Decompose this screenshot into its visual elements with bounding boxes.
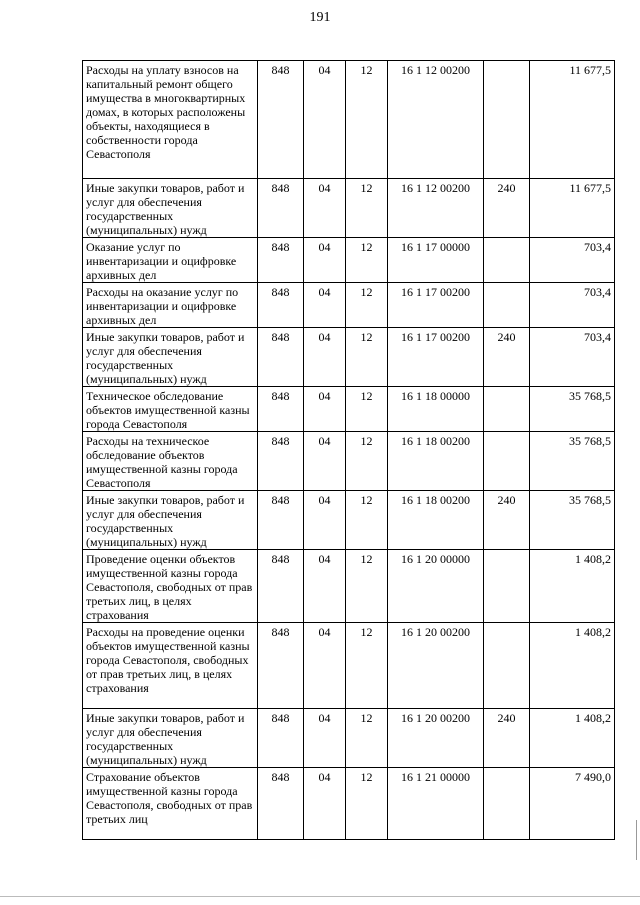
cell-name: Расходы на уплату взносов на капитальный ремонт общего имущества в многоквартирных домах, в которых расположены объекты, находящиеся в собственности города Севастополя (83, 61, 258, 179)
cell-section: 04 (304, 328, 346, 387)
cell-subsection: 12 (346, 623, 388, 709)
cell-target-code: 16 1 20 00200 (388, 709, 484, 768)
cell-ministry: 848 (258, 328, 304, 387)
cell-expense-type: 240 (484, 328, 530, 387)
cell-name: Проведение оценки объектов имущественной казны города Севастополя, свободных от прав третьих лиц, в целях страхования (83, 550, 258, 623)
cell-section: 04 (304, 283, 346, 328)
cell-ministry: 848 (258, 238, 304, 283)
cell-subsection: 12 (346, 432, 388, 491)
cell-section: 04 (304, 623, 346, 709)
cell-ministry: 848 (258, 491, 304, 550)
cell-target-code: 16 1 12 00200 (388, 179, 484, 238)
cell-subsection: 12 (346, 238, 388, 283)
cell-subsection: 12 (346, 768, 388, 840)
cell-amount: 703,4 (530, 328, 615, 387)
cell-amount: 7 490,0 (530, 768, 615, 840)
table-row (83, 623, 615, 709)
table-row (83, 387, 615, 432)
cell-target-code: 16 1 20 00000 (388, 550, 484, 623)
cell-target-code: 16 1 18 00200 (388, 432, 484, 491)
table-row (83, 491, 615, 550)
cell-section: 04 (304, 709, 346, 768)
cell-target-code: 16 1 12 00200 (388, 61, 484, 179)
cell-subsection: 12 (346, 709, 388, 768)
cell-section: 04 (304, 550, 346, 623)
table-row (83, 328, 615, 387)
cell-name: Иные закупки товаров, работ и услуг для обеспечения государственных (муниципальных) нужд (83, 179, 258, 238)
cell-expense-type: 240 (484, 179, 530, 238)
cell-amount: 1 408,2 (530, 623, 615, 709)
cell-target-code: 16 1 18 00200 (388, 491, 484, 550)
cell-expense-type: 240 (484, 491, 530, 550)
cell-ministry: 848 (258, 768, 304, 840)
cell-expense-type (484, 432, 530, 491)
cell-name: Расходы на техническое обследование объектов имущественной казны города Севастополя (83, 432, 258, 491)
cell-amount: 35 768,5 (530, 491, 615, 550)
cell-amount: 703,4 (530, 283, 615, 328)
cell-subsection: 12 (346, 550, 388, 623)
cell-amount: 703,4 (530, 238, 615, 283)
cell-name: Иные закупки товаров, работ и услуг для обеспечения государственных (муниципальных) нужд (83, 709, 258, 768)
cell-section: 04 (304, 491, 346, 550)
cell-name: Страхование объектов имущественной казны города Севастополя, свободных от прав третьих лиц (83, 768, 258, 840)
cell-ministry: 848 (258, 623, 304, 709)
cell-section: 04 (304, 432, 346, 491)
cell-amount: 11 677,5 (530, 61, 615, 179)
cell-target-code: 16 1 21 00000 (388, 768, 484, 840)
table-row (83, 238, 615, 283)
scan-bottom-line (0, 896, 640, 897)
cell-amount: 11 677,5 (530, 179, 615, 238)
cell-target-code: 16 1 17 00200 (388, 328, 484, 387)
cell-name: Расходы на оказание услуг по инвентаризации и оцифровке архивных дел (83, 283, 258, 328)
cell-name: Иные закупки товаров, работ и услуг для обеспечения государственных (муниципальных) нужд (83, 491, 258, 550)
cell-target-code: 16 1 20 00200 (388, 623, 484, 709)
table-row (83, 283, 615, 328)
cell-expense-type (484, 387, 530, 432)
cell-subsection: 12 (346, 387, 388, 432)
cell-expense-type (484, 768, 530, 840)
cell-ministry: 848 (258, 387, 304, 432)
cell-ministry: 848 (258, 432, 304, 491)
cell-section: 04 (304, 179, 346, 238)
cell-section: 04 (304, 387, 346, 432)
cell-expense-type (484, 623, 530, 709)
cell-section: 04 (304, 61, 346, 179)
table-body (83, 61, 615, 840)
table-row (83, 550, 615, 623)
budget-table (82, 60, 615, 840)
cell-target-code: 16 1 18 00000 (388, 387, 484, 432)
table-row (83, 179, 615, 238)
cell-expense-type (484, 238, 530, 283)
cell-expense-type (484, 550, 530, 623)
cell-ministry: 848 (258, 283, 304, 328)
cell-amount: 1 408,2 (530, 709, 615, 768)
cell-ministry: 848 (258, 709, 304, 768)
cell-name: Иные закупки товаров, работ и услуг для обеспечения государственных (муниципальных) нужд (83, 328, 258, 387)
cell-subsection: 12 (346, 283, 388, 328)
cell-ministry: 848 (258, 179, 304, 238)
cell-ministry: 848 (258, 61, 304, 179)
cell-amount: 1 408,2 (530, 550, 615, 623)
cell-section: 04 (304, 238, 346, 283)
cell-target-code: 16 1 17 00000 (388, 238, 484, 283)
cell-section: 04 (304, 768, 346, 840)
page-number: 191 (309, 10, 331, 25)
scan-edge-mark (636, 820, 637, 860)
table-row (83, 768, 615, 840)
cell-subsection: 12 (346, 328, 388, 387)
cell-amount: 35 768,5 (530, 387, 615, 432)
table-row (83, 709, 615, 768)
cell-ministry: 848 (258, 550, 304, 623)
cell-name: Оказание услуг по инвентаризации и оцифровке архивных дел (83, 238, 258, 283)
cell-name: Расходы на проведение оценки объектов имущественной казны города Севастополя, свободных от прав третьих лиц, в целях страхования (83, 623, 258, 709)
cell-subsection: 12 (346, 61, 388, 179)
cell-subsection: 12 (346, 179, 388, 238)
table-row (83, 432, 615, 491)
table-row (83, 61, 615, 179)
cell-expense-type (484, 61, 530, 179)
cell-amount: 35 768,5 (530, 432, 615, 491)
cell-subsection: 12 (346, 491, 388, 550)
cell-expense-type (484, 283, 530, 328)
cell-expense-type: 240 (484, 709, 530, 768)
cell-name: Техническое обследование объектов имущественной казны города Севастополя (83, 387, 258, 432)
cell-target-code: 16 1 17 00200 (388, 283, 484, 328)
